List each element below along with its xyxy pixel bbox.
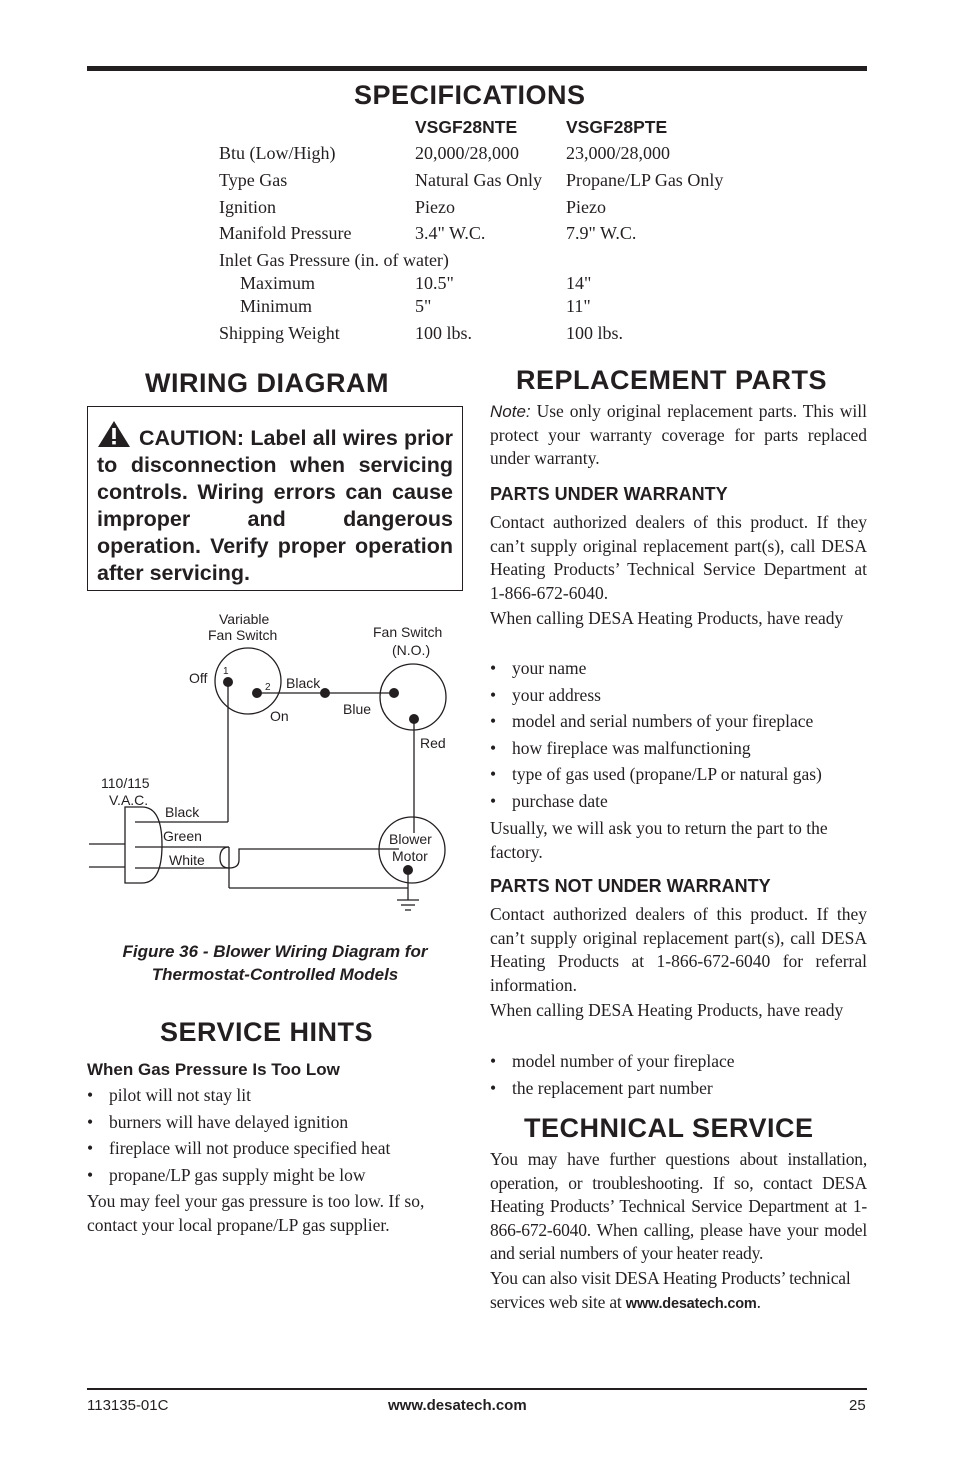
- spec-label: Minimum: [240, 296, 313, 316]
- technical-text: You may have further questions about installation, operation, or troubleshooting. If so, contact DESA Heating Products’ Technical Service Department at 1-866-672-6040. When calling, please have your model and serial numbers of your heater ready.: [490, 1149, 867, 1263]
- spec-value: 10.5": [415, 273, 454, 293]
- list-item: • the replacement part number: [490, 1077, 735, 1104]
- label-vac-1: 110/115: [101, 775, 150, 791]
- spec-label: Manifold Pressure: [219, 223, 352, 243]
- spec-value: Propane/LP Gas Only: [566, 170, 724, 190]
- spec-label: Btu (Low/High): [219, 143, 336, 163]
- label-motor: Motor: [392, 848, 428, 864]
- list-item: • your name: [490, 657, 822, 684]
- list-item: • purchase date: [490, 790, 822, 817]
- label-red: Red: [420, 735, 446, 751]
- label-blue: Blue: [343, 701, 372, 717]
- spec-col-ntе: VSGF28NTE: [415, 117, 518, 137]
- wiring-diagram-title: WIRING DIAGRAM: [145, 368, 389, 398]
- warning-icon: [97, 420, 131, 448]
- spec-value: 100 lbs.: [415, 323, 473, 343]
- caption-line: Figure 36 - Blower Wiring Diagram for: [122, 942, 428, 961]
- label-fan-switch: Fan Switch: [208, 627, 278, 643]
- nonwarranty-calling: When calling DESA Heating Products, have ready: [490, 1000, 844, 1020]
- caution-box: [87, 406, 463, 591]
- caution-text: CAUTION: Label all wires prior to disconnection when servicing controls. Wiring errors can cause improper and dangerous operation. Verify proper operation after servicing.: [97, 426, 453, 585]
- warranty-calling: When calling DESA Heating Products, have ready: [490, 608, 844, 628]
- spec-label: Maximum: [240, 273, 315, 293]
- top-rule: [87, 66, 867, 71]
- spec-label: Shipping Weight: [219, 323, 340, 343]
- list-item: • model and serial numbers of your fireplace: [490, 710, 822, 737]
- parts-not-under-warranty-title: PARTS NOT UNDER WARRANTY: [490, 876, 771, 896]
- period: .: [756, 1291, 761, 1312]
- specifications-title: SPECIFICATIONS: [354, 80, 586, 110]
- list-item: • how fireplace was malfunctioning: [490, 737, 822, 764]
- technical-web: [490, 1267, 867, 1316]
- spec-value: 14": [566, 273, 592, 293]
- spec-label: Type Gas: [219, 170, 288, 190]
- spec-value: 7.9" W.C.: [566, 223, 637, 243]
- list-item: • fireplace will not produce specified heat: [87, 1137, 390, 1164]
- warranty-text: Contact authorized dealers of this product. If they can’t supply original replacement part(s), call DESA Heating Products’ Technical Service Department at 1-866-672-6040.: [490, 512, 867, 603]
- spec-value: Piezo: [415, 197, 455, 217]
- nonwarranty-list: [490, 1050, 735, 1103]
- spec-value: Natural Gas Only: [415, 170, 542, 190]
- footer-rule: [87, 1388, 867, 1390]
- label-variable: Variable: [219, 611, 270, 627]
- list-item: • model number of your fireplace: [490, 1050, 735, 1077]
- warranty-after: Usually, we will ask you to return the part to the factory.: [490, 818, 828, 862]
- spec-label: Ignition: [219, 197, 276, 217]
- desatech-link[interactable]: www.desatech.com: [625, 1295, 757, 1312]
- list-item: • type of gas used (propane/LP or natural gas): [490, 763, 822, 790]
- replacement-note: [490, 400, 867, 471]
- label-pin-2: 2: [265, 682, 271, 693]
- spec-value: 23,000/28,000: [566, 143, 671, 163]
- note-text: Use only original replacement parts. This will protect your warranty coverage for parts replaced under warranty.: [490, 401, 868, 468]
- footer-url[interactable]: www.desatech.com: [388, 1397, 527, 1414]
- label-green: Green: [163, 828, 202, 844]
- label-white: White: [169, 852, 205, 868]
- label-fan-switch-no: Fan Switch: [373, 624, 443, 640]
- spec-col-pte: VSGF28PTE: [566, 117, 668, 137]
- technical-web-text: You can also visit DESA Heating Products’ technical services web site at: [490, 1268, 851, 1312]
- footer-page-number: 25: [849, 1397, 866, 1414]
- parts-under-warranty-title: PARTS UNDER WARRANTY: [490, 484, 728, 504]
- label-no: (N.O.): [392, 642, 431, 658]
- spec-value: 5": [415, 296, 432, 316]
- service-hints-list: [87, 1084, 390, 1190]
- spec-label: Inlet Gas Pressure (in. of water): [219, 250, 449, 270]
- note-label: Note:: [490, 402, 531, 421]
- spec-value: Piezo: [566, 197, 606, 217]
- list-item: • pilot will not stay lit: [87, 1084, 390, 1111]
- label-blower: Blower: [389, 831, 432, 847]
- spec-value: 11": [566, 296, 591, 316]
- technical-service-title: TECHNICAL SERVICE: [524, 1113, 814, 1143]
- label-black: Black: [165, 804, 200, 820]
- warranty-list: [490, 657, 822, 816]
- spec-value: 20,000/28,000: [415, 143, 520, 163]
- label-black-top: Black: [286, 675, 321, 691]
- label-vac-2: V.A.C.: [109, 792, 149, 808]
- list-item: • burners will have delayed ignition: [87, 1111, 390, 1138]
- footer-doc-number: 113135-01C: [87, 1397, 169, 1414]
- service-hints-subtitle: When Gas Pressure Is Too Low: [87, 1060, 340, 1079]
- nonwarranty-text: Contact authorized dealers of this product. If they can’t supply original replacement part(s), call DESA Heating Products at 1-866-672-6040 for referral information.: [490, 904, 867, 995]
- service-hints-text: You may feel your gas pressure is too low. If so, contact your local propane/LP gas supplier.: [87, 1191, 425, 1235]
- spec-value: 100 lbs.: [566, 323, 624, 343]
- replacement-parts-title: REPLACEMENT PARTS: [516, 365, 828, 395]
- service-hints-title: SERVICE HINTS: [160, 1017, 374, 1047]
- label-pin-1: 1: [223, 666, 229, 677]
- spec-value: 3.4" W.C.: [415, 223, 486, 243]
- list-item: • your address: [490, 684, 822, 711]
- caption-line: Thermostat-Controlled Models: [151, 965, 399, 984]
- label-on: On: [270, 708, 289, 724]
- figure-caption: [87, 940, 463, 986]
- list-item: • propane/LP gas supply might be low: [87, 1164, 390, 1191]
- label-off: Off: [189, 670, 208, 686]
- caution-message: [97, 420, 453, 587]
- blower-wiring-diagram: [87, 605, 463, 925]
